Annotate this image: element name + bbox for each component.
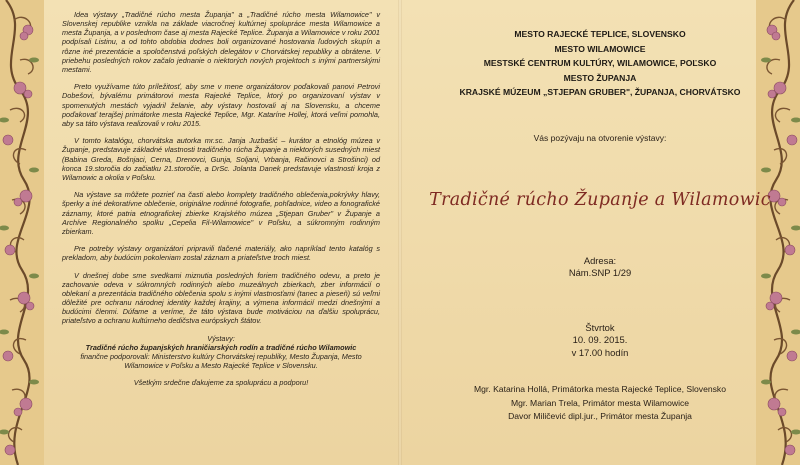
date-block	[438, 322, 762, 359]
letter-paragraph-4: Na výstave sa môžete pozrieť na časti alebo komplety tradičného oblečenia,pokrývky hlavy, šperky a iné dekoratívne oblečenie, originálne rodinné fotografie, pohľadnice, video a fonografické záznamy, ktoré patria etnografickej zbierke Krajského múzea „Stjepan Gruber" v Županje a Archíve Regionalného spolku „Cepelia Fil-Wilamowice" v Poľsku, a súkromným rodinným zbierkam.	[62, 190, 380, 236]
event-date: 10. 09. 2015.	[572, 334, 628, 346]
host-item: Mgr. Katarina Hollá, Primátorka mesta Rajecké Teplice, Slovensko	[473, 384, 727, 394]
event-time: v 17.00 hodín	[571, 346, 629, 358]
exhibition-letter	[62, 10, 380, 396]
host-item: Mgr. Marian Trela, Primátor mesta Wilamowice	[510, 397, 690, 408]
address-label: Adresa:	[583, 255, 617, 266]
sponsors-text: finančne podporovali: Ministerstvo kultúry Chorvátskej republiky, Mesto Županja, Mesto Wilamowice v Poľsku a Mesto Rajecké Teplice v Slovensku.	[80, 352, 362, 371]
venue-block	[438, 255, 762, 280]
exhibitions-label: Výstavy:	[207, 333, 235, 343]
hosts-list	[424, 383, 776, 424]
address-value: Nám.SNP 1/29	[568, 267, 632, 279]
organizer-item: MESTO ŽUPANJA	[563, 72, 637, 83]
exhibitions-title: Tradičné rúcho županjských hraničiarských rodín a tradičné rúcho Wilamowic	[85, 342, 357, 352]
letter-paragraph-5: Pre potreby výstavy organizátori pripravili tlačené materiály, ako napríklad tento katalóg s prekladom, aby budúcim pokoleniam zostal záznam a priateľstve troch miest.	[62, 244, 380, 263]
organizer-item: MESTSKÉ CENTRUM KULTÚRY, WILAMOWICE, POĽSKO	[483, 58, 717, 69]
organizer-item: MESTO WILAMOWICE	[554, 43, 646, 54]
exhibition-title: Tradičné rúcho Županje a Wilamowic	[429, 190, 771, 210]
page-fold	[398, 0, 402, 465]
letter-paragraph-2: Preto využívame túto príležitosť, aby sme v mene organizátorov poďakovali panovi Petrovi Dobešovi, bývalému primátorovi mesta Rajecké Teplice, ktorý po organizovaní výstav v spomenutých mestách vyjadril želanie, aby výstavy hostovali aj na Slovensku, a chceme poďakovať terajšej primátorke mesta Rajecké Teplice, Mgr. Kataríne Hollej, ktorá veľmi pomohla, aby sa táto výstava realizovali v roku 2015.	[62, 82, 380, 128]
floral-border-left	[0, 0, 44, 465]
organizers-list	[438, 27, 762, 100]
rose-vine-icon	[0, 0, 44, 465]
letter-paragraph-6: V dnešnej dobe sme svedkami miznutia posledných foriem tradičného odevu, a preto je zachovanie odeva v súkromných rodinných alebo muzeálnych zbierkach, zber informácií o oblekaní a prezentácia tradičného oblečenia spolu s inými vlastnosťami (tanec a pieseň) sú veľmi dôležité pre ochranu národnej identity každej krajiny, a výmena informácií medzi dnešnými a budúcimi členmi. Dúfame a veríme, že táto výstava bude motiváciou na ďalšiu spoluprácu, priateľstvo a ochranu kultúrneho dedičstva európskych štátov.	[62, 270, 380, 326]
organizer-item: MESTO RAJECKÉ TEPLICE, SLOVENSKO	[514, 29, 686, 39]
event-day: Štvrtok	[585, 322, 615, 333]
closing-thanks: Všetkým srdečne ďakujeme za spoluprácu a podporu!	[133, 378, 309, 388]
exhibitions-block	[62, 334, 380, 371]
letter-paragraph-3: V tomto katalógu, chorvátska autorka mr.sc. Janja Juzbašić – kurátor a etnológ múzea v Županje, predstavuje základné vlastnosti tradičného rúcha Županje a niektorých susedných miest (Babina Greda, Bošnjaci, Cerna, Drenovci, Gunja, Soljani, Vrbanja, Račinovci a Strošinci) od konca 19.storočia do začiatku 21.storočie, a DrSc. Jolanta Danek predstavuje vlastnosti kroja z Wilamowic a okolia v Poľsku.	[62, 136, 380, 182]
organizer-item: KRAJSKÉ MÚZEUM „STJEPAN GRUBER", ŽUPANJA, CHORVÁTSKO	[459, 87, 741, 98]
letter-paragraph-1: Ideа výstavy „Tradičné rúcho mesta Županja" a „Tradičné rúcho mesta Wilamowice" v Slovenskej republike vznikla na základe viacročnej kultúrnej spolupráce mesta Wilamowice a mesta Županja, a v poslednom čase aj mesta Rajecké Teplice. Županja a Wilamowice v roku 2001 podpísali Listinu, a od tohto obdobia dodnes boli organizované hostovania ľudových skupín a rôzne iné prezentácie a spoločenstvá poľských delegátov v Chorvátskej republiky a obrátene. V priebehu posledných rokov začalo jednanie o niektorých nových projektoch s inými partnerskými mestami.	[62, 10, 380, 74]
invitation-text: Vás pozývaju na otvorenie výstavy:	[533, 133, 667, 143]
host-item: Davor Miličević dipl.jur., Primátor mesta Županja	[508, 411, 692, 422]
